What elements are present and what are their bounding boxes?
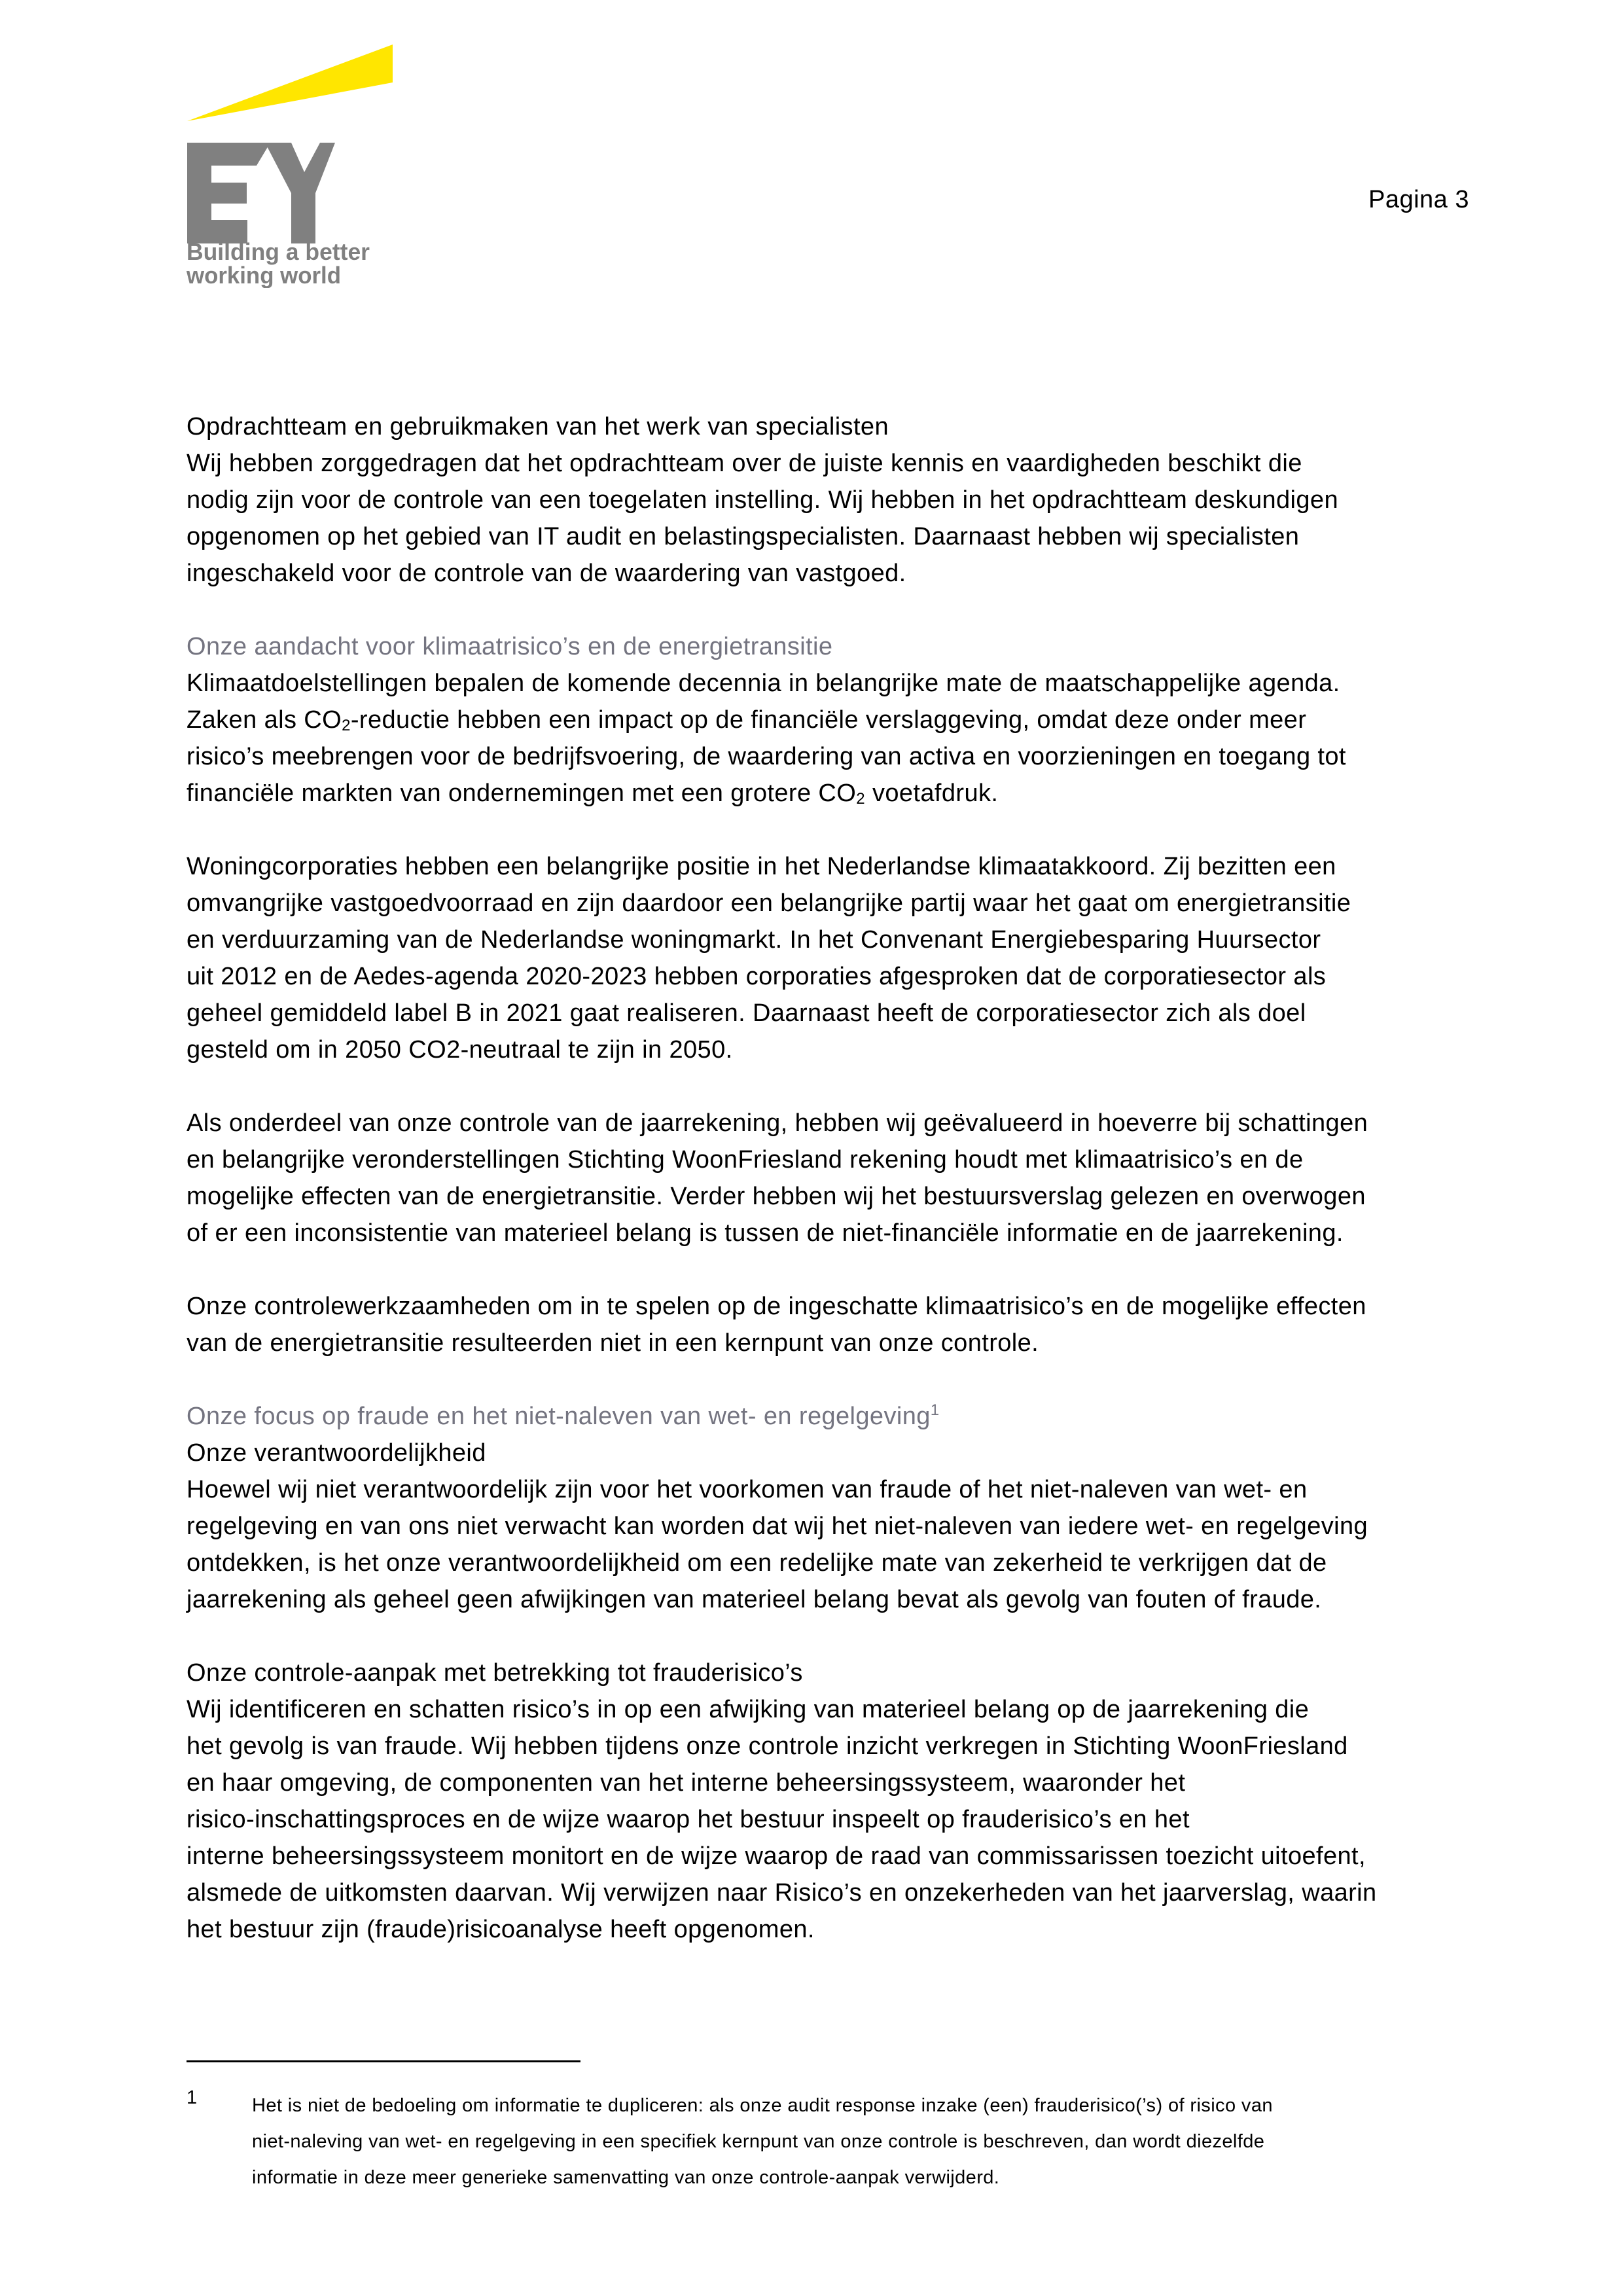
- section-heading-klimaatrisicos: Onze aandacht voor klimaatrisico’s en de energietransitie: [187, 633, 833, 660]
- paragraph-controle-aanpak: [187, 1691, 1472, 1948]
- footnote-text: [252, 2088, 1273, 2196]
- text-line: risico-inschattingsproces en de wijze waarop het bestuur inspeelt op frauderisico’s en het: [187, 1806, 1190, 1833]
- page-number: Pagina 3: [1368, 186, 1469, 213]
- paragraph-klimaatdoelstellingen: [187, 665, 1472, 812]
- ey-logo-tagline-line1: Building a better: [187, 238, 370, 265]
- text-line: gesteld om in 2050 CO2-neutraal te zijn in 2050.: [187, 1036, 733, 1064]
- text-line: regelgeving en van ons niet verwacht kan worden dat wij het niet-naleven van iedere wet- en regelgeving: [187, 1513, 1368, 1540]
- text-line: Als onderdeel van onze controle van de jaarrekening, hebben wij geëvalueerd in hoeverre bij schattingen: [187, 1109, 1368, 1137]
- heading-text: Onze focus op fraude en het niet-naleven van wet- en regelgeving: [187, 1403, 931, 1430]
- text-fragment: Zaken als CO: [187, 706, 342, 734]
- text-line: omvangrijke vastgoedvoorraad en zijn daardoor een belangrijke partij waar het gaat om energietransitie: [187, 889, 1351, 917]
- text-line: ingeschakeld voor de controle van de waardering van vastgoed.: [187, 560, 906, 587]
- spacer: [187, 812, 1472, 848]
- subheading-verantwoordelijkheid: Onze verantwoordelijkheid: [187, 1439, 486, 1467]
- text-line: uit 2012 en de Aedes-agenda 2020-2023 hebben corporaties afgesproken dat de corporatiesector als: [187, 963, 1327, 990]
- text-line: Wij hebben zorggedragen dat het opdrachtteam over de juiste kennis en vaardigheden beschikt die: [187, 450, 1302, 477]
- footnote-line: niet-naleving van wet- en regelgeving in een specifiek kernpunt van onze controle is beschreven, dan wordt diezelfde: [252, 2131, 1265, 2152]
- ey-logo-letter-y: [265, 143, 335, 243]
- text-line: nodig zijn voor de controle van een toegelaten instelling. Wij hebben in het opdrachtteam deskundigen: [187, 486, 1338, 514]
- text-line: of er een inconsistentie van materieel belang is tussen de niet-financiële informatie en de jaarrekening.: [187, 1219, 1344, 1247]
- spacer: [187, 1251, 1472, 1288]
- ey-logo-letter-e: [187, 143, 270, 243]
- text-line: en verduurzaming van de Nederlandse woningmarkt. In het Convenant Energiebesparing Huursector: [187, 926, 1321, 954]
- subheading-controle-aanpak-frauderisicos: Onze controle-aanpak met betrekking tot frauderisico’s: [187, 1659, 803, 1687]
- spacer: [187, 1068, 1472, 1105]
- text-line: risico’s meebrengen voor de bedrijfsvoering, de waardering van activa en voorzieningen en toegang tot: [187, 743, 1346, 770]
- text-line: het bestuur zijn (fraude)risicoanalyse heeft opgenomen.: [187, 1916, 815, 1943]
- ey-logo-graphic: [187, 39, 402, 288]
- text-fragment: voetafdruk.: [865, 780, 999, 807]
- ey-logo-beam: [187, 45, 393, 121]
- text-line: jaarrekening als geheel geen afwijkingen van materieel belang bevat als gevolg van fouten of fraude.: [187, 1586, 1322, 1613]
- text-line: Hoewel wij niet verantwoordelijk zijn voor het voorkomen van fraude of het niet-naleven van wet- en: [187, 1476, 1308, 1503]
- text-fragment: financiële markten van ondernemingen met een grotere CO: [187, 780, 857, 807]
- text-line: het gevolg is van fraude. Wij hebben tijdens onze controle inzicht verkregen in Stichting WoonFriesland: [187, 1732, 1348, 1760]
- spacer: [187, 592, 1472, 628]
- paragraph-onderdeel-controle: [187, 1105, 1472, 1251]
- section-heading-opdrachtteam: Opdrachtteam en gebruikmaken van het werk van specialisten: [187, 413, 889, 440]
- subscript: 2: [856, 790, 865, 808]
- paragraph-woningcorporaties: [187, 848, 1472, 1068]
- footnote-separator: [187, 2060, 580, 2062]
- footnote-number: 1: [187, 2087, 198, 2108]
- spacer: [187, 1361, 1472, 1398]
- text-line: Wij identificeren en schatten risico’s in op een afwijking van materieel belang op de jaarrekening die: [187, 1696, 1310, 1723]
- text-line: [187, 775, 1472, 812]
- document-body: [187, 408, 1472, 1948]
- footnote-line: informatie in deze meer generieke samenvatting van onze controle-aanpak verwijderd.: [252, 2167, 1000, 2188]
- spacer: [187, 1618, 1472, 1655]
- text-line: mogelijke effecten van de energietransitie. Verder hebben wij het bestuursverslag gelezen en overwogen: [187, 1183, 1366, 1210]
- footnote-reference[interactable]: 1: [930, 1401, 940, 1419]
- text-line: ontdekken, is het onze verantwoordelijkheid om een redelijke mate van zekerheid te verkrijgen dat de: [187, 1549, 1327, 1577]
- text-line: van de energietransitie resulteerden niet in een kernpunt van onze controle.: [187, 1329, 1039, 1357]
- subscript: 2: [342, 717, 351, 734]
- section-heading-fraude: [187, 1398, 1472, 1435]
- text-line: en belangrijke veronderstellingen Stichting WoonFriesland rekening houdt met klimaatrisico’s en de: [187, 1146, 1304, 1174]
- footnote-line: Het is niet de bedoeling om informatie te dupliceren: als onze audit response inzake (een) frauderisico(’s) of risico van: [252, 2095, 1273, 2116]
- text-line: geheel gemiddeld label B in 2021 gaat realiseren. Daarnaast heeft de corporatiesector zich als doel: [187, 999, 1306, 1027]
- text-line: interne beheersingssysteem monitort en de wijze waarop de raad van commissarissen toezicht uitoefent,: [187, 1842, 1366, 1870]
- paragraph-controlewerkzaamheden: [187, 1288, 1472, 1361]
- text-line: Klimaatdoelstellingen bepalen de komende decennia in belangrijke mate de maatschappelijke agenda.: [187, 670, 1340, 697]
- text-line: en haar omgeving, de componenten van het interne beheersingssysteem, waaronder het: [187, 1769, 1186, 1797]
- text-line: Onze controlewerkzaamheden om in te spelen op de ingeschatte klimaatrisico’s en de mogelijke effecten: [187, 1293, 1366, 1320]
- text-fragment: -reductie hebben een impact op de financiële verslaggeving, omdat deze onder meer: [350, 706, 1307, 734]
- ey-logo: [187, 39, 402, 288]
- paragraph-opdrachtteam: [187, 445, 1472, 592]
- paragraph-verantwoordelijkheid: [187, 1471, 1472, 1618]
- text-line: [187, 702, 1472, 738]
- text-line: Woningcorporaties hebben een belangrijke positie in het Nederlandse klimaatakkoord. Zij bezitten een: [187, 853, 1336, 880]
- ey-logo-tagline-line2: working world: [187, 262, 341, 288]
- text-line: alsmede de uitkomsten daarvan. Wij verwijzen naar Risico’s en onzekerheden van het jaarverslag, waarin: [187, 1879, 1377, 1907]
- text-line: opgenomen op het gebied van IT audit en belastingspecialisten. Daarnaast hebben wij specialisten: [187, 523, 1300, 550]
